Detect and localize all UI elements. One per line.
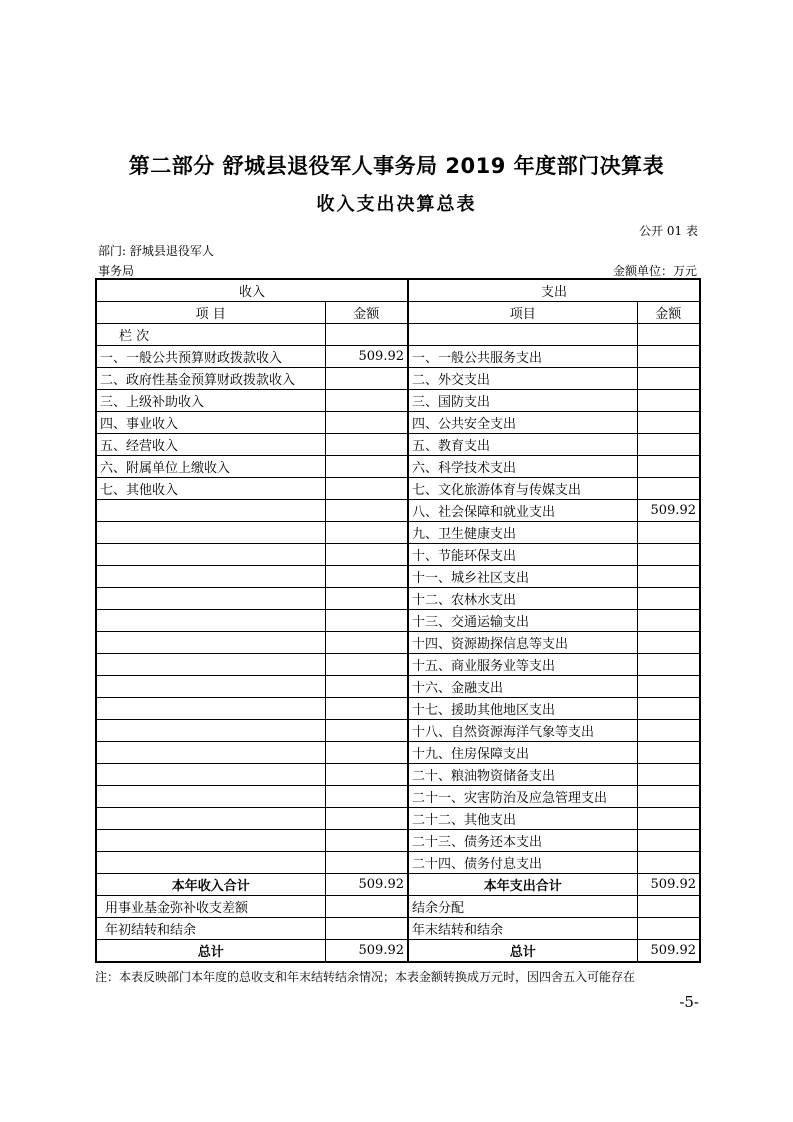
income-item-cell (96, 698, 325, 720)
income-year-total-amount: 509.92 (325, 874, 408, 896)
beginning-balance-label: 年初结转和结余 (96, 918, 325, 940)
form-number: 公开 01 表 (639, 224, 698, 238)
grand-total-expense-label: 总计 (408, 940, 637, 963)
expense-amount-cell (637, 808, 700, 830)
expense-amount-cell (637, 368, 700, 390)
grand-total-expense-amount: 509.92 (637, 940, 700, 963)
expense-amount-cell (637, 742, 700, 764)
income-amount-cell (325, 500, 408, 522)
expense-amount-cell (637, 478, 700, 500)
income-item-cell: 二、政府性基金预算财政拨款收入 (96, 368, 325, 390)
expense-amount-cell (637, 346, 700, 368)
expense-year-total-amount: 509.92 (637, 874, 700, 896)
expense-item-cell: 二十、粮油物资储备支出 (408, 764, 637, 786)
income-amount-cell (325, 830, 408, 852)
expense-item-cell: 六、科学技术支出 (408, 456, 637, 478)
income-item-cell (96, 566, 325, 588)
income-item-cell: 五、经营收入 (96, 434, 325, 456)
expense-item-cell: 二十二、其他支出 (408, 808, 637, 830)
expense-amount-cell (637, 632, 700, 654)
income-item-cell (96, 522, 325, 544)
table-row (96, 742, 700, 764)
income-amount-cell (325, 544, 408, 566)
reserve-fund-amount (325, 896, 408, 918)
table-row (96, 588, 700, 610)
column-header-row (96, 302, 700, 324)
table-row (96, 786, 700, 808)
income-amount-cell (325, 478, 408, 500)
expense-item-cell: 九、卫生健康支出 (408, 522, 637, 544)
expense-year-total-label: 本年支出合计 (408, 874, 637, 896)
income-item-cell (96, 676, 325, 698)
income-amount-cell (325, 764, 408, 786)
table-row (96, 412, 700, 434)
expense-item-cell: 十三、交通运输支出 (408, 610, 637, 632)
expense-amount-cell (637, 588, 700, 610)
income-amount-cell (325, 610, 408, 632)
table-row (96, 368, 700, 390)
expense-item-cell: 十七、援助其他地区支出 (408, 698, 637, 720)
income-item-cell (96, 544, 325, 566)
income-amount-cell (325, 742, 408, 764)
income-item-cell (96, 808, 325, 830)
table-row (96, 434, 700, 456)
table-row (96, 346, 700, 368)
expense-item-cell: 十五、商业服务业等支出 (408, 654, 637, 676)
expense-item-cell: 二十三、债务还本支出 (408, 830, 637, 852)
expense-item-cell: 二、外交支出 (408, 368, 637, 390)
column-order-label: 栏 次 (96, 324, 325, 346)
ending-balance-amount (637, 918, 700, 940)
summary-row (96, 874, 700, 896)
amount-unit: 金额单位：万元 (612, 264, 697, 278)
ending-balance-label: 年末结转和结余 (408, 918, 637, 940)
expense-item-cell: 二十一、灾害防治及应急管理支出 (408, 786, 637, 808)
expense-amount-cell (637, 830, 700, 852)
column-order-cell (408, 324, 637, 346)
income-amount-cell (325, 720, 408, 742)
grand-total-income-amount: 509.92 (325, 940, 408, 963)
income-item-cell (96, 720, 325, 742)
expense-amount-cell (637, 852, 700, 874)
page-number: -5- (679, 993, 699, 1011)
expense-amount-cell (637, 434, 700, 456)
table-row (96, 720, 700, 742)
income-item-cell: 七、其他收入 (96, 478, 325, 500)
table-row (96, 500, 700, 522)
expense-amount-cell (637, 676, 700, 698)
expense-item-cell: 十九、住房保障支出 (408, 742, 637, 764)
income-item-cell (96, 632, 325, 654)
table-note: 注：本表反映部门本年度的总收支和年末结转结余情况；本表金额转换成万元时，因四舍五入可能存在 (95, 970, 636, 984)
income-amount-cell (325, 566, 408, 588)
beginning-balance-amount (325, 918, 408, 940)
table-row (96, 632, 700, 654)
expense-item-cell: 十一、城乡社区支出 (408, 566, 637, 588)
summary-row (96, 918, 700, 940)
expense-amount-cell (637, 456, 700, 478)
summary-row (96, 896, 700, 918)
table-row (96, 764, 700, 786)
expense-item-cell: 十四、资源勘探信息等支出 (408, 632, 637, 654)
income-item-cell: 三、上级补助收入 (96, 390, 325, 412)
income-item-cell (96, 500, 325, 522)
income-expense-table (95, 278, 701, 963)
table-row (96, 566, 700, 588)
department-label-line1: 部门: 舒城县退役军人 (98, 244, 214, 258)
income-item-header: 项 目 (96, 302, 325, 324)
table-row (96, 478, 700, 500)
income-item-cell (96, 786, 325, 808)
income-amount-cell (325, 654, 408, 676)
reserve-fund-label: 用事业基金弥补收支差额 (96, 896, 325, 918)
income-item-cell (96, 852, 325, 874)
expense-item-cell: 一、一般公共服务支出 (408, 346, 637, 368)
section-header-row (96, 279, 700, 302)
expense-amount-cell (637, 654, 700, 676)
grand-total-income-label: 总计 (96, 940, 325, 963)
income-amount-cell (325, 852, 408, 874)
income-amount-cell (325, 588, 408, 610)
income-amount-cell (325, 808, 408, 830)
expense-amount-cell (637, 566, 700, 588)
income-section-header: 收入 (96, 279, 408, 302)
income-item-cell (96, 830, 325, 852)
table-row (96, 390, 700, 412)
income-item-cell (96, 654, 325, 676)
expense-item-cell: 十六、金融支出 (408, 676, 637, 698)
column-order-cell (637, 324, 700, 346)
expense-amount-cell (637, 720, 700, 742)
income-amount-cell (325, 676, 408, 698)
table-row (96, 830, 700, 852)
income-amount-cell: 509.92 (325, 346, 408, 368)
table-row (96, 610, 700, 632)
income-item-cell (96, 742, 325, 764)
income-year-total-label: 本年收入合计 (96, 874, 325, 896)
column-order-cell (325, 324, 408, 346)
income-amount-cell (325, 698, 408, 720)
expense-item-cell: 五、教育支出 (408, 434, 637, 456)
income-amount-header: 金额 (325, 302, 408, 324)
table-row (96, 852, 700, 874)
income-amount-cell (325, 786, 408, 808)
table-row (96, 544, 700, 566)
table-row (96, 808, 700, 830)
table-row (96, 654, 700, 676)
table-row (96, 522, 700, 544)
income-item-cell (96, 764, 325, 786)
expense-item-cell: 十八、自然资源海洋气象等支出 (408, 720, 637, 742)
income-item-cell: 四、事业收入 (96, 412, 325, 434)
income-amount-cell (325, 390, 408, 412)
income-item-cell (96, 610, 325, 632)
expense-amount-cell: 509.92 (637, 500, 700, 522)
income-item-cell: 一、一般公共预算财政拨款收入 (96, 346, 325, 368)
income-item-cell: 六、附属单位上缴收入 (96, 456, 325, 478)
income-amount-cell (325, 522, 408, 544)
expense-amount-cell (637, 786, 700, 808)
expense-amount-cell (637, 544, 700, 566)
expense-item-cell: 四、公共安全支出 (408, 412, 637, 434)
expense-item-cell: 三、国防支出 (408, 390, 637, 412)
table-row (96, 676, 700, 698)
expense-item-cell: 八、社会保障和就业支出 (408, 500, 637, 522)
page-title: 第二部分 舒城县退役军人事务局 2019 年度部门决算表 (128, 154, 665, 178)
income-amount-cell (325, 434, 408, 456)
income-amount-cell (325, 368, 408, 390)
table-row (96, 698, 700, 720)
table-row (96, 456, 700, 478)
income-amount-cell (325, 412, 408, 434)
expense-amount-cell (637, 764, 700, 786)
surplus-distribution-amount (637, 896, 700, 918)
income-amount-cell (325, 632, 408, 654)
expense-amount-cell (637, 522, 700, 544)
income-item-cell (96, 588, 325, 610)
table-subtitle: 收入支出决算总表 (316, 194, 477, 215)
surplus-distribution-label: 结余分配 (408, 896, 637, 918)
expense-item-cell: 二十四、债务付息支出 (408, 852, 637, 874)
expense-amount-header: 金额 (637, 302, 700, 324)
expense-item-cell: 十二、农林水支出 (408, 588, 637, 610)
expense-amount-cell (637, 698, 700, 720)
expense-item-header: 项目 (408, 302, 637, 324)
expense-amount-cell (637, 610, 700, 632)
expense-item-cell: 十、节能环保支出 (408, 544, 637, 566)
expense-amount-cell (637, 412, 700, 434)
expense-amount-cell (637, 390, 700, 412)
expense-item-cell: 七、文化旅游体育与传媒支出 (408, 478, 637, 500)
department-label-line2: 事务局 (98, 264, 135, 278)
column-order-row (96, 324, 700, 346)
expense-section-header: 支出 (408, 279, 700, 302)
summary-row (96, 940, 700, 963)
income-amount-cell (325, 456, 408, 478)
